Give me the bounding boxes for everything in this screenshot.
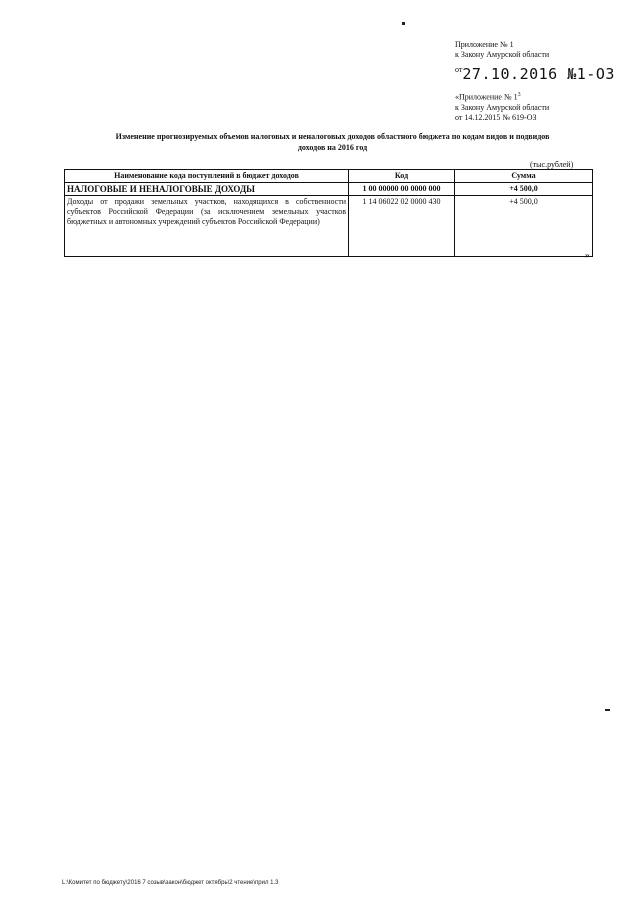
header-sum: Сумма: [455, 170, 593, 183]
row-name: Доходы от продажи земельных участков, находящихся в собственности субъектов Российской Федерации (за исключением земельных участков бюджетных и автономных учреждений субъектов Российской Федерации): [65, 196, 349, 257]
title-line-2: доходов на 2016 год: [297, 143, 368, 152]
appendix-13-date: от 14.12.2015 № 619-ОЗ: [455, 112, 537, 122]
row-sum: +4 500,0: [455, 196, 593, 257]
title-line-1: Изменение прогнозируемых объемов налоговых и неналоговых доходов областного бюджета по кодам видов и подвидов: [115, 132, 550, 141]
header-name: Наименование кода поступлений в бюджет доходов: [65, 170, 349, 183]
closing-quote: »: [585, 250, 590, 260]
table-row: [65, 183, 593, 196]
row-name: НАЛОГОВЫЕ И НЕНАЛОГОВЫЕ ДОХОДЫ: [65, 183, 349, 196]
appendix-1-law: к Закону Амурской области: [455, 50, 550, 59]
date-prefix: от: [455, 65, 463, 74]
row-code: 1 14 06022 02 0000 430: [349, 196, 455, 257]
appendix-1-block: [455, 40, 625, 60]
appendix-13-law: к Закону Амурской области: [455, 102, 550, 112]
row-sum: +4 500,0: [455, 183, 593, 196]
appendix-13-title: «Приложение № $1^3$: [455, 92, 521, 102]
date-stamp: 27.10.2016 №1-ОЗ: [462, 65, 615, 83]
appendix-13-block: [455, 90, 625, 123]
scan-speck: [605, 709, 610, 711]
file-path-footer: L:\Комитет по бюджету\2016 7 созыв\закон\бюджет октябрь\2 чтение\прил 1.3: [62, 880, 279, 886]
income-table: [64, 169, 593, 257]
scan-speck: [402, 22, 405, 25]
row-code: 1 00 00000 00 0000 000: [349, 183, 455, 196]
header-code: Код: [349, 170, 455, 183]
table-row: [65, 196, 593, 257]
table-header-row: [65, 170, 593, 183]
document-title: [70, 131, 595, 153]
appendix-1-date: [455, 65, 615, 84]
appendix-1-title: Приложение № 1: [455, 40, 514, 49]
units-label: (тыс.рублей): [530, 160, 574, 169]
